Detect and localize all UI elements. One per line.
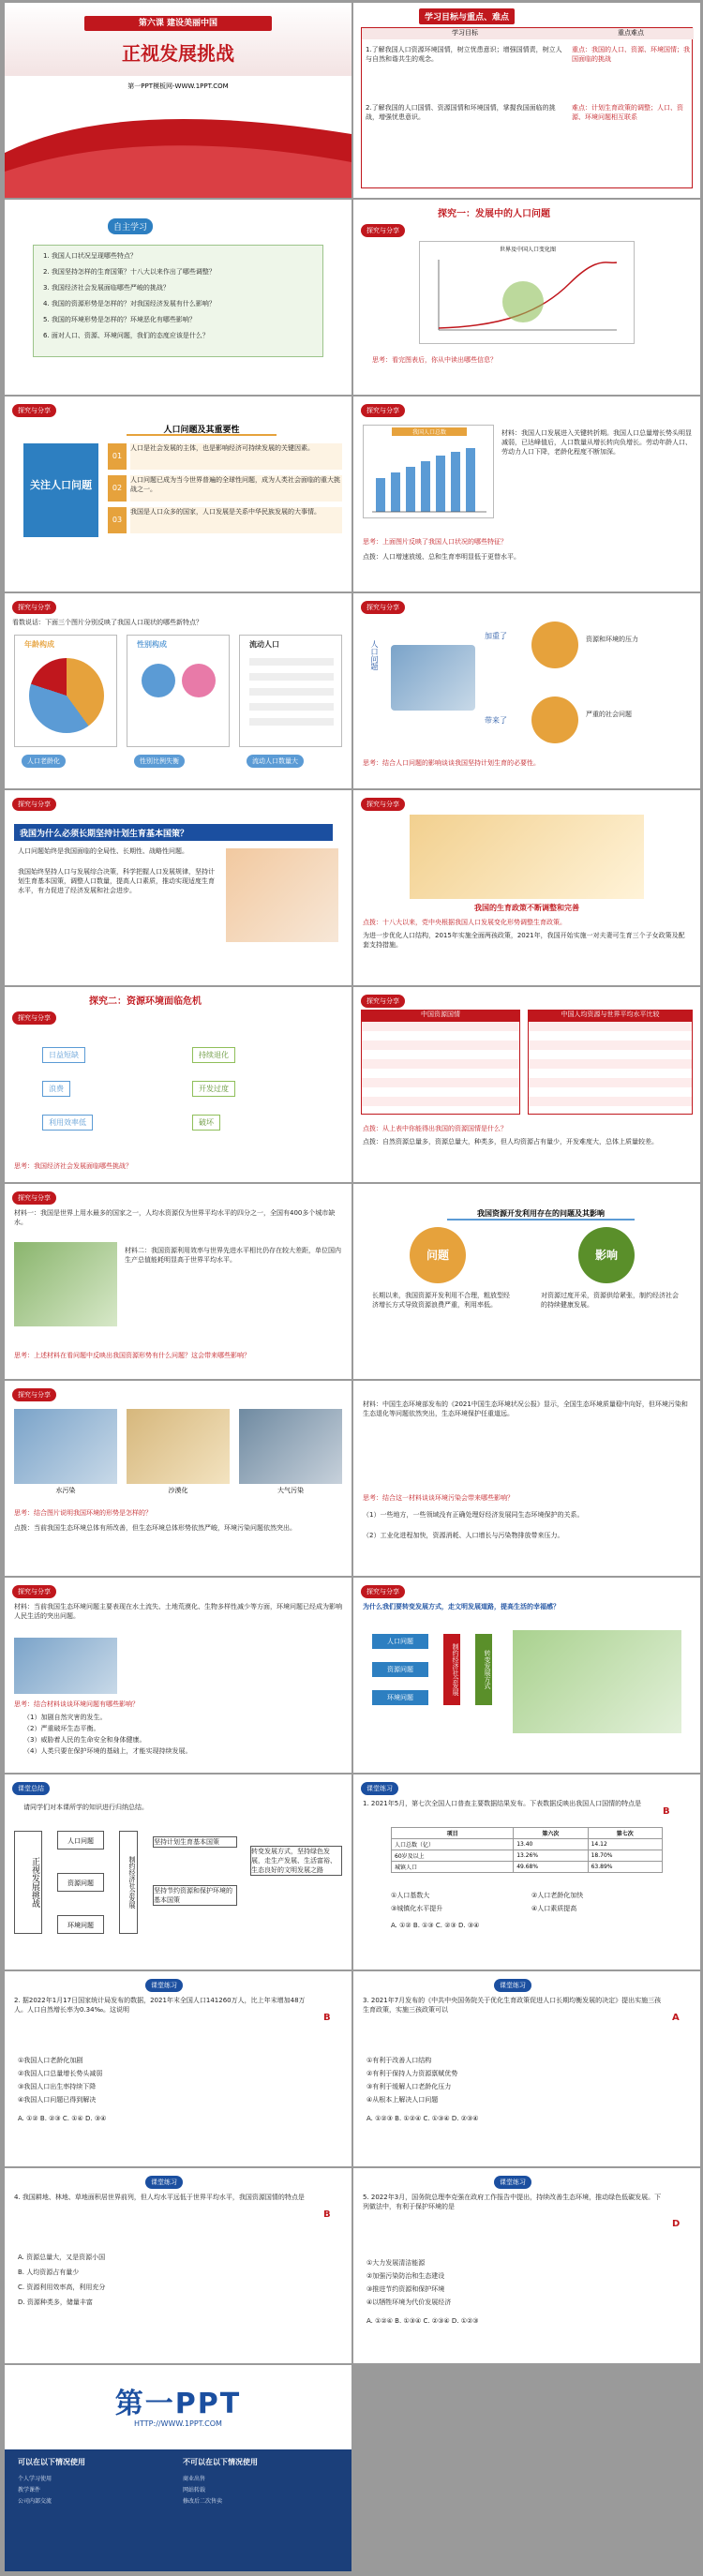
explore-tag: 探究与分享 bbox=[361, 1585, 405, 1598]
q3-choices: A. ①②③ B. ①②④ C. ①③④ D. ②③④ bbox=[366, 2115, 479, 2122]
q1-r3c3: 63.89% bbox=[588, 1862, 662, 1873]
end-right-heading: 不可以在以下情况使用 bbox=[183, 2458, 258, 2466]
policy-p1: 人口问题始终是我国面临的全局性、长期性、战略性问题。 bbox=[18, 847, 188, 855]
population-bar-chart bbox=[363, 425, 494, 518]
q1-table bbox=[391, 1827, 663, 1873]
crowd-image bbox=[391, 645, 475, 711]
question-4: 4. 我国的资源形势是怎样的？对我国经济发展有什么影响？ bbox=[43, 300, 216, 307]
population-chart-frame bbox=[419, 241, 635, 344]
summary-r2: 坚持节约资源和保护环境的基本国策 bbox=[153, 1885, 237, 1906]
center-label: 人口问题 bbox=[370, 640, 379, 670]
item-num-3: 03 bbox=[108, 507, 127, 533]
population-curve bbox=[429, 255, 626, 339]
env-impact-a4: （4）人类只要在保护环境的基础上，才能实现持续发展。 bbox=[23, 1747, 192, 1755]
migration-caption: 流动人口数量大 bbox=[247, 755, 304, 768]
bar-chart-title: 我国人口总数 bbox=[392, 427, 467, 436]
q1-text: 1. 2021年5月，第七次全国人口普查主要数据结果发布。下表数据反映出我国人口国情的特点是 bbox=[363, 1800, 642, 1807]
explore-tag: 探究与分享 bbox=[12, 1388, 56, 1401]
q2-text: 2. 据2022年1月17日国家统计局发布的数据，2021年末全国人口141260万人，比上年末增加48万人。人口自然增长率为0.34‰。这说明 bbox=[14, 1997, 306, 2014]
summary-r1: 坚持计划生育基本国策 bbox=[153, 1836, 237, 1848]
summary-intro: 请同学们对本课所学的知识进行归纳总结。 bbox=[23, 1804, 148, 1811]
population-question: 思考：看完图表后，你从中读出哪些信息？ bbox=[372, 356, 497, 364]
env-answer-2: （2）工业化进程加快，资源消耗、人口增长与污染物排放带来压力。 bbox=[363, 1532, 564, 1539]
q1-answer: B bbox=[663, 1806, 670, 1817]
env-ask: 思考：结合这一材料谈谈环境污染会带来哪些影响？ bbox=[363, 1494, 514, 1502]
box-environment: 环境问题 bbox=[372, 1690, 428, 1705]
question-5: 5. 我国的环境形势是怎样的？环境恶化有哪些影响？ bbox=[43, 316, 196, 323]
q2-opt-1: ①我国人口老龄化加剧 bbox=[18, 2057, 83, 2064]
exercise-tag: 课堂练习 bbox=[145, 2176, 183, 2189]
summary-b2: 资源问题 bbox=[57, 1873, 104, 1892]
resource-answer: 点拨：自然资源总量多，资源总量大，种类多，但人均资源占有量少，开发难度大，总体上质量较差。 bbox=[363, 1138, 658, 1146]
age-pie bbox=[29, 658, 104, 733]
exercise-tag: 课堂练习 bbox=[145, 1979, 183, 1992]
transform-title: 为什么我们要转变发展方式，走文明发展道路，提高生活的幸福感？ bbox=[363, 1603, 560, 1610]
q1-r3c1: 城镇人口 bbox=[392, 1862, 514, 1873]
material-2: 材料二：我国资源利用效率与世界先进水平相比仍存在较大差距，单位国内生产总值能耗明显高于世界平均水平。 bbox=[125, 1247, 341, 1264]
slide-20-exercise-1[interactable] bbox=[353, 1775, 700, 1969]
explore-tag: 探究与分享 bbox=[361, 404, 405, 417]
material-1: 材料一：我国是世界上用水最多的国家之一，人均水资源仅为世界平均水平的四分之一，全国有400多个城市缺水。 bbox=[14, 1209, 336, 1226]
self-study-header: 自主学习 bbox=[108, 218, 153, 234]
air-caption: 大气污染 bbox=[277, 1487, 304, 1494]
q1-opt-1: ①人口基数大 bbox=[391, 1892, 430, 1899]
slide-16-environment-material[interactable] bbox=[353, 1381, 700, 1576]
q5-answer: D bbox=[672, 2219, 681, 2229]
slide-6-population-data[interactable] bbox=[353, 397, 700, 592]
end-left-1: 个人学习使用 bbox=[18, 2476, 52, 2482]
item-num-2: 02 bbox=[108, 475, 127, 502]
slide-21-exercise-2[interactable] bbox=[5, 1971, 352, 2166]
social-problems: 严重的社会问题 bbox=[586, 711, 632, 718]
q2-choices: A. ①② B. ②③ C. ①④ D. ③④ bbox=[18, 2115, 107, 2122]
slide-9-policy[interactable] bbox=[5, 790, 352, 985]
bar-chart-svg bbox=[368, 441, 490, 516]
age-panel bbox=[14, 635, 117, 747]
q3-opt-4: ④从根本上解决人口问题 bbox=[366, 2096, 439, 2104]
q5-opt-3: ③推进节约资源和保护环境 bbox=[366, 2285, 445, 2293]
question-box bbox=[33, 245, 323, 357]
explore-tag: 探究与分享 bbox=[361, 995, 405, 1008]
goals-table bbox=[361, 27, 693, 188]
q2-opt-2: ②我国人口总量增长势头减弱 bbox=[18, 2070, 103, 2077]
env-impact-material: 材料：当前我国生态环境问题主要表现在水土流失、土地荒漠化、生物多样性减少等方面，环境问题已经成为影响人民生活的突出问题。 bbox=[14, 1603, 342, 1620]
summary-mid: 制约经济社会发展 bbox=[119, 1831, 138, 1934]
q4-answer: B bbox=[323, 2209, 331, 2220]
slide-11-resource-crisis[interactable] bbox=[5, 987, 352, 1182]
env-impact-a1: （1）加剧自然灾害的发生。 bbox=[23, 1714, 107, 1721]
arrow-label-down: 带来了 bbox=[485, 716, 507, 725]
migration-panel bbox=[239, 635, 342, 747]
slide-5-population-importance[interactable] bbox=[5, 397, 352, 592]
resource-point: 点拨：从上表中你能得出我国的资源国情是什么？ bbox=[363, 1125, 507, 1132]
q1-opt-3: ③城镇化水平提升 bbox=[391, 1905, 443, 1912]
env-impact-a3: （3）威胁着人民的生命安全和身体健康。 bbox=[23, 1736, 146, 1744]
explore-tag: 探究与分享 bbox=[361, 601, 405, 614]
q1-r2c1: 60岁及以上 bbox=[392, 1850, 514, 1862]
explore-tag: 探究与分享 bbox=[12, 798, 56, 811]
q3-opt-1: ①有利于改善人口结构 bbox=[366, 2057, 432, 2064]
word-2: 浪费 bbox=[42, 1081, 70, 1097]
resource-ask: 思考：我国经济社会发展面临哪些挑战？ bbox=[14, 1162, 132, 1170]
explore-one-title: 探究一：发展中的人口问题 bbox=[438, 209, 550, 219]
slide-10-policy-adjust[interactable] bbox=[353, 790, 700, 985]
importance-item-1: 人口是社会发展的主体，也是影响经济可持续发展的关键因素。 bbox=[130, 443, 342, 470]
question-list bbox=[34, 246, 322, 346]
desertification-image bbox=[127, 1409, 230, 1484]
impact-circle: 影响 bbox=[578, 1227, 635, 1283]
q2-opt-4: ④我国人口问题已得到解决 bbox=[18, 2096, 97, 2104]
table2-title: 中国人均资源与世界平均水平比较 bbox=[528, 1010, 693, 1021]
resource-image bbox=[14, 1242, 117, 1326]
box-resource: 资源问题 bbox=[372, 1662, 428, 1677]
q1-r2c3: 18.70% bbox=[588, 1850, 662, 1862]
policy-detail: 为进一步优化人口结构，2015年实施全面两孩政策，2021年，我国开始实施一对夫妻可生育三个子女政策及配套支持措施。 bbox=[363, 932, 685, 949]
slide-24-exercise-5[interactable] bbox=[353, 2168, 700, 2363]
problem-text: 长期以来，我国资源开发利用不合理，粗放型经济增长方式导致资源浪费严重，利用率低。 bbox=[372, 1292, 510, 1309]
environment-point: 点拨：当前我国生态环境总体有所改善，但生态环境总体形势依然严峻，环境污染问题依然突出。 bbox=[14, 1524, 296, 1532]
importance-title: 人口问题及其重要性 bbox=[127, 423, 277, 436]
slide-23-exercise-4[interactable] bbox=[5, 2168, 352, 2363]
question-2: 2. 我国坚持怎样的生育国策？十八大以来作出了哪些调整？ bbox=[43, 268, 216, 276]
q3-opt-2: ②有利于保持人力资源禀赋优势 bbox=[366, 2070, 458, 2077]
gender-caption: 性别比例失衡 bbox=[134, 755, 185, 768]
q4-text: 4. 我国耕地、林地、草地面积居世界前列，但人均水平远低于世界平均水平，我国资源国情的特点是 bbox=[14, 2194, 305, 2201]
migration-label: 流动人口 bbox=[249, 640, 279, 649]
question-3: 3. 我国经济社会发展面临哪些严峻的挑战？ bbox=[43, 284, 170, 292]
q5-opt-4: ④以牺牲环境为代价发展经济 bbox=[366, 2299, 452, 2306]
slide-12-resource-table[interactable] bbox=[353, 987, 700, 1182]
age-label: 年龄构成 bbox=[24, 640, 54, 649]
exercise-tag: 课堂练习 bbox=[494, 1979, 531, 1992]
slide-19-summary[interactable] bbox=[5, 1775, 352, 1969]
end-bottom bbox=[5, 2449, 352, 2571]
q1-choices: A. ①② B. ①③ C. ②③ D. ③④ bbox=[391, 1922, 480, 1929]
question-6: 6. 面对人口、资源、环境问题，我们的态度应该是什么？ bbox=[43, 332, 209, 339]
gender-panel bbox=[127, 635, 230, 747]
box-population: 人口问题 bbox=[372, 1634, 428, 1649]
explore-tag: 探究与分享 bbox=[12, 1191, 56, 1205]
q3-opt-3: ③有利于缓解人口老龄化压力 bbox=[366, 2083, 452, 2090]
slide-13-resource-material[interactable] bbox=[5, 1184, 352, 1379]
slide-15-environment[interactable] bbox=[5, 1381, 352, 1576]
exercise-tag: 课堂练习 bbox=[361, 1782, 398, 1795]
gear-icon-2 bbox=[531, 696, 578, 743]
female-icon bbox=[182, 664, 216, 697]
q1-opt-4: ④人口素质提高 bbox=[531, 1905, 577, 1912]
slide-18-transform[interactable] bbox=[353, 1578, 700, 1773]
air-pollution-image bbox=[239, 1409, 342, 1484]
policy-caption: 我国的生育政策不断调整和完善 bbox=[474, 904, 579, 912]
q1-r1c2: 13.40 bbox=[514, 1839, 588, 1850]
q1-opt-2: ②人口老龄化加快 bbox=[531, 1892, 584, 1899]
arrow-label-up: 加重了 bbox=[485, 632, 507, 640]
slide-4-population[interactable] bbox=[353, 200, 700, 395]
water-pollution-image bbox=[14, 1409, 117, 1484]
env-impact-a2: （2）严重破坏生态平衡。 bbox=[23, 1725, 100, 1732]
word-4: 持续退化 bbox=[192, 1047, 235, 1063]
population-chart-title: 世界及中国人口变化图 bbox=[499, 247, 556, 253]
summary-b3: 环境问题 bbox=[57, 1915, 104, 1934]
exercise-tag: 课堂练习 bbox=[494, 2176, 531, 2189]
box-transform: 转变发展方式 bbox=[475, 1634, 492, 1705]
slide-2-goals[interactable] bbox=[353, 3, 700, 198]
explore-tag: 探究与分享 bbox=[12, 1011, 56, 1025]
env-material: 材料：中国生态环境部发布的《2021中国生态环境状况公报》显示，全国生态环境质量稳中向好，但环境污染和生态退化等问题依然突出，生态环境保护任重道远。 bbox=[363, 1400, 688, 1417]
importance-item-3: 我国是人口众多的国家，人口发展是关系中华民族发展的大事情。 bbox=[130, 507, 342, 533]
cover-wave-decor bbox=[5, 97, 352, 198]
male-icon bbox=[142, 664, 175, 697]
box-constraint: 制约经济社会发展 bbox=[443, 1634, 460, 1705]
summary-far: 转变发展方式，坚持绿色发展，走生产发展、生活富裕、生态良好的文明发展之路 bbox=[250, 1846, 342, 1876]
q1-th-3: 第七次 bbox=[588, 1828, 662, 1839]
end-right-2: 网站转载 bbox=[183, 2487, 206, 2494]
explore-tag: 探究与分享 bbox=[12, 1585, 56, 1598]
slide-1-cover[interactable] bbox=[5, 3, 352, 198]
word-1: 日益短缺 bbox=[42, 1047, 85, 1063]
population-ask: 思考：上面图片反映了我国人口状况的哪些特征？ bbox=[363, 538, 507, 546]
end-left-2: 教学课件 bbox=[18, 2487, 41, 2494]
book-cover: 关注人口问题 bbox=[23, 443, 98, 537]
slide-22-exercise-3[interactable] bbox=[353, 1971, 700, 2166]
table1-title: 中国资源国情 bbox=[361, 1010, 520, 1021]
q5-opt-1: ①大力发展清洁能源 bbox=[366, 2259, 426, 2267]
slide-8-population-impact[interactable] bbox=[353, 593, 700, 788]
item-num-1: 01 bbox=[108, 443, 127, 470]
goals-col2-head: 重点难点 bbox=[568, 28, 694, 39]
q5-choices: A. ①②④ B. ①③④ C. ②③④ D. ①②③ bbox=[366, 2317, 479, 2325]
summary-root: 正视发展挑战 bbox=[14, 1831, 42, 1934]
policy-poster-image bbox=[410, 815, 644, 899]
q1-r3c2: 49.68% bbox=[514, 1862, 588, 1873]
env-impact-image bbox=[14, 1638, 117, 1694]
problem-circle: 问题 bbox=[410, 1227, 466, 1283]
q1-th-1: 项目 bbox=[392, 1828, 514, 1839]
goals-title: 学习目标与重点、难点 bbox=[419, 8, 515, 24]
q5-text: 5. 2022年3月，国务院总理李克强在政府工作报告中提出，持续改善生态环境，推动绿色低碳发展。下列做法中，有利于保护环境的是 bbox=[363, 2194, 662, 2210]
q5-opt-2: ②加强污染防治和生态建设 bbox=[366, 2272, 445, 2280]
gender-label: 性别构成 bbox=[137, 640, 167, 649]
impact-text: 对资源过度开采，资源供给紧张，制约经济社会的持续健康发展。 bbox=[541, 1292, 679, 1309]
table2-body bbox=[528, 1021, 693, 1115]
q3-text: 3. 2021年7月发布的《中共中央国务院关于优化生育政策促进人口长期均衡发展的决定》提出实施三孩生育政策，实施三孩政策可以 bbox=[363, 1997, 662, 2014]
word-5: 开发过度 bbox=[192, 1081, 235, 1097]
goals-col1-head: 学习目标 bbox=[362, 28, 568, 39]
water-caption: 水污染 bbox=[55, 1487, 76, 1494]
explore-two-title: 探究二：资源环境面临危机 bbox=[89, 996, 202, 1007]
resource-pressure: 资源和环境的压力 bbox=[586, 636, 638, 643]
features-title: 看数说话：下面三个图片分别反映了我国人口现状的哪些新特点？ bbox=[12, 619, 202, 626]
q4-opt-a: A. 资源总量大，又是资源小国 bbox=[18, 2254, 106, 2261]
explore-tag: 探究与分享 bbox=[361, 798, 405, 811]
goal-1: 1.了解我国人口资源环境国情，树立忧患意识；增强国情责，树立人与自然和谐共生的观念。 bbox=[366, 46, 562, 63]
material-ask: 思考：上述材料在看问题中反映出我国资源形势有什么问题？这会带来哪些影响？ bbox=[14, 1352, 250, 1359]
slide-14-resource-problems[interactable] bbox=[353, 1184, 700, 1379]
key-point: 重点：我国的人口、资源、环境国情；我国面临的挑战 bbox=[572, 46, 690, 63]
question-1: 1. 我国人口状况呈现哪些特点？ bbox=[43, 252, 137, 260]
explore-tag: 探究与分享 bbox=[12, 404, 56, 417]
slide-25-end[interactable] bbox=[5, 2365, 352, 2571]
word-3: 利用效率低 bbox=[42, 1115, 93, 1131]
impact-ask: 思考：结合人口问题的影响谈谈我国坚持计划生育的必要性。 bbox=[363, 759, 540, 767]
q4-opt-c: C. 资源利用效率高，利用充分 bbox=[18, 2284, 106, 2291]
q2-opt-3: ③我国人口出生率持续下降 bbox=[18, 2083, 97, 2090]
green-city-image bbox=[513, 1630, 681, 1733]
q3-answer: A bbox=[672, 2013, 680, 2023]
migration-table bbox=[249, 658, 334, 733]
env-impact-ask: 思考：结合材料谈谈环境问题有哪些影响？ bbox=[14, 1700, 139, 1708]
policy-title: 我国为什么必须长期坚持计划生育基本国策？ bbox=[14, 824, 333, 841]
end-right-3: 修改后二次售卖 bbox=[183, 2498, 223, 2505]
end-left-heading: 可以在以下情况使用 bbox=[18, 2458, 85, 2466]
desert-caption: 沙漠化 bbox=[168, 1487, 188, 1494]
age-caption: 人口老龄化 bbox=[22, 755, 66, 768]
population-point: 点拨：人口增速放缓、总和生育率明显低于更替水平。 bbox=[363, 553, 520, 561]
table1-body bbox=[361, 1021, 520, 1115]
slide-17-environment-impact[interactable] bbox=[5, 1578, 352, 1773]
cover-site: 第一PPT模板网-WWW.1PPT.COM bbox=[127, 82, 229, 90]
q4-opt-b: B. 人均资源占有量少 bbox=[18, 2269, 80, 2276]
explore-tag: 探究与分享 bbox=[12, 601, 56, 614]
summary-b1: 人口问题 bbox=[57, 1831, 104, 1850]
policy-point: 点拨：十八大以来，党中央根据我国人口发展变化形势调整生育政策。 bbox=[363, 919, 566, 926]
hard-point: 难点：计划生育政策的调整；人口、资源、环境问题相互联系 bbox=[572, 104, 683, 121]
q2-answer: B bbox=[323, 2013, 331, 2023]
population-material: 材料：我国人口发展进入关键转折期。我国人口总量增长势头明显减弱，已达峰值后，人口数量从增长转向负增长。劳动年龄人口、劳动力人口下降，老龄化程度不断加深。 bbox=[501, 429, 692, 456]
goal-2: 2.了解我国的人口国情、资源国情和环境国情，掌握我国面临的挑战，增强忧患意识。 bbox=[366, 104, 556, 121]
explore-tag: 探究与分享 bbox=[361, 224, 405, 237]
end-url: HTTP://WWW.1PPT.COM bbox=[134, 2419, 222, 2428]
q4-opt-d: D. 资源种类多，储量丰富 bbox=[18, 2299, 93, 2306]
cover-title: 正视发展挑战 bbox=[122, 42, 234, 65]
importance-item-2: 人口问题已成为当今世界普遍的全球性问题，成为人类社会面临的重大挑战之一。 bbox=[130, 475, 342, 502]
gear-icon-1 bbox=[531, 622, 578, 668]
summary-tag: 课堂总结 bbox=[12, 1782, 50, 1795]
family-image bbox=[226, 848, 338, 942]
q1-r2c2: 13.26% bbox=[514, 1850, 588, 1862]
environment-ask: 思考：结合图片说明我国环境的形势是怎样的？ bbox=[14, 1509, 152, 1517]
q1-r1c3: 14.12 bbox=[588, 1839, 662, 1850]
slide-7-three-features[interactable] bbox=[5, 593, 352, 788]
q1-th-2: 第六次 bbox=[514, 1828, 588, 1839]
end-right-1: 商业出售 bbox=[183, 2476, 206, 2482]
word-6: 破坏 bbox=[192, 1115, 220, 1131]
lesson-banner: 第六课 建设美丽中国 bbox=[84, 16, 272, 31]
problems-title: 我国资源开发利用存在的问题及其影响 bbox=[447, 1208, 635, 1221]
q1-r1c1: 人口总数（亿） bbox=[392, 1839, 514, 1850]
end-logo: 第一PPT bbox=[114, 2388, 242, 2420]
slide-3-self-study[interactable] bbox=[5, 200, 352, 395]
env-answer-1: （1）一些地方，一些领域没有正确处理好经济发展同生态环境保护的关系。 bbox=[363, 1511, 584, 1519]
policy-p2: 我国始终坚持人口与发展综合决策，科学把握人口发展规律，坚持计划生育基本国策，调整人口数量，提高人口素质，推动实现适度生育水平，有力促进了经济发展和社会进步。 bbox=[18, 868, 215, 894]
end-left-3: 公司内部交流 bbox=[18, 2498, 52, 2505]
